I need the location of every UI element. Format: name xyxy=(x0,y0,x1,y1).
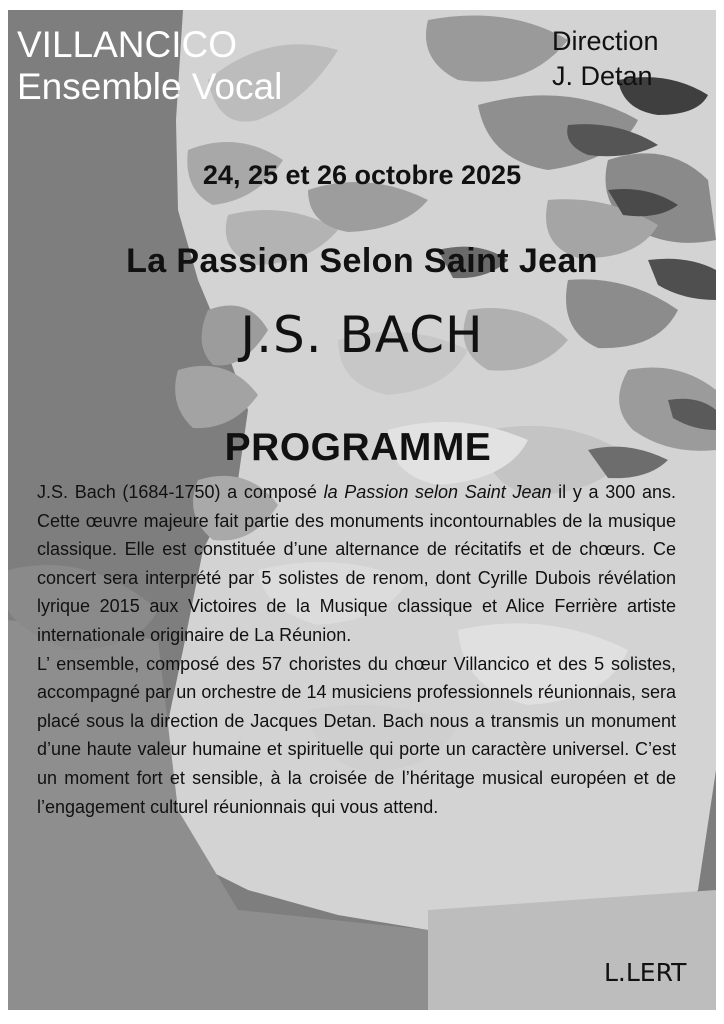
event-dates: 24, 25 et 26 octobre 2025 xyxy=(202,160,522,190)
programme-heading: PROGRAMME xyxy=(224,426,492,469)
direction-credit xyxy=(552,24,659,94)
programme-paragraph-1: J.S. Bach (1684-1750) a composé la Passion selon Saint Jean il y a 300 ans. Cette œuvre majeure fait partie des monuments incontournables de la musique classique. Elle est constituée d’une alternance de récitatifs et de chœurs. Ce concert sera interprété par 5 solistes de renom, dont Cyrille Dubois révélation lyrique 2015 aux Victoires de la Musique classique et Alice Ferrière artiste internationale originaire de La Réunion. xyxy=(37,482,676,645)
programme-text xyxy=(37,478,676,821)
programme-paragraph-2: L’ ensemble, composé des 57 choristes du chœur Villancico et des 5 solistes, accompagné par un orchestre de 14 musiciens professionnels réunionnais, sera placé sous la direction de Jacques Detan. Bach nous a transmis un monument d’une haute valeur humaine et spirituelle qui porte un caractère universel. C’est un moment fort et sensible, à la croisée de l’héritage musical européen et de l’engagement culturel réunionnais qui vous attend. xyxy=(37,653,676,817)
ensemble-name xyxy=(17,24,282,108)
poster xyxy=(8,10,716,1010)
work-title: La Passion Selon Saint Jean xyxy=(126,242,598,280)
ensemble-line-villancico: VILLANCICO xyxy=(17,24,238,65)
artist-signature: L.LERT xyxy=(604,958,687,987)
direction-label: Direction xyxy=(552,26,659,56)
ensemble-line-vocal: Ensemble Vocal xyxy=(17,66,283,107)
director-name: J. Detan xyxy=(552,61,653,91)
work-title-italic: la Passion selon Saint Jean xyxy=(323,482,552,502)
composer-name: J.S. BACH xyxy=(240,306,484,364)
